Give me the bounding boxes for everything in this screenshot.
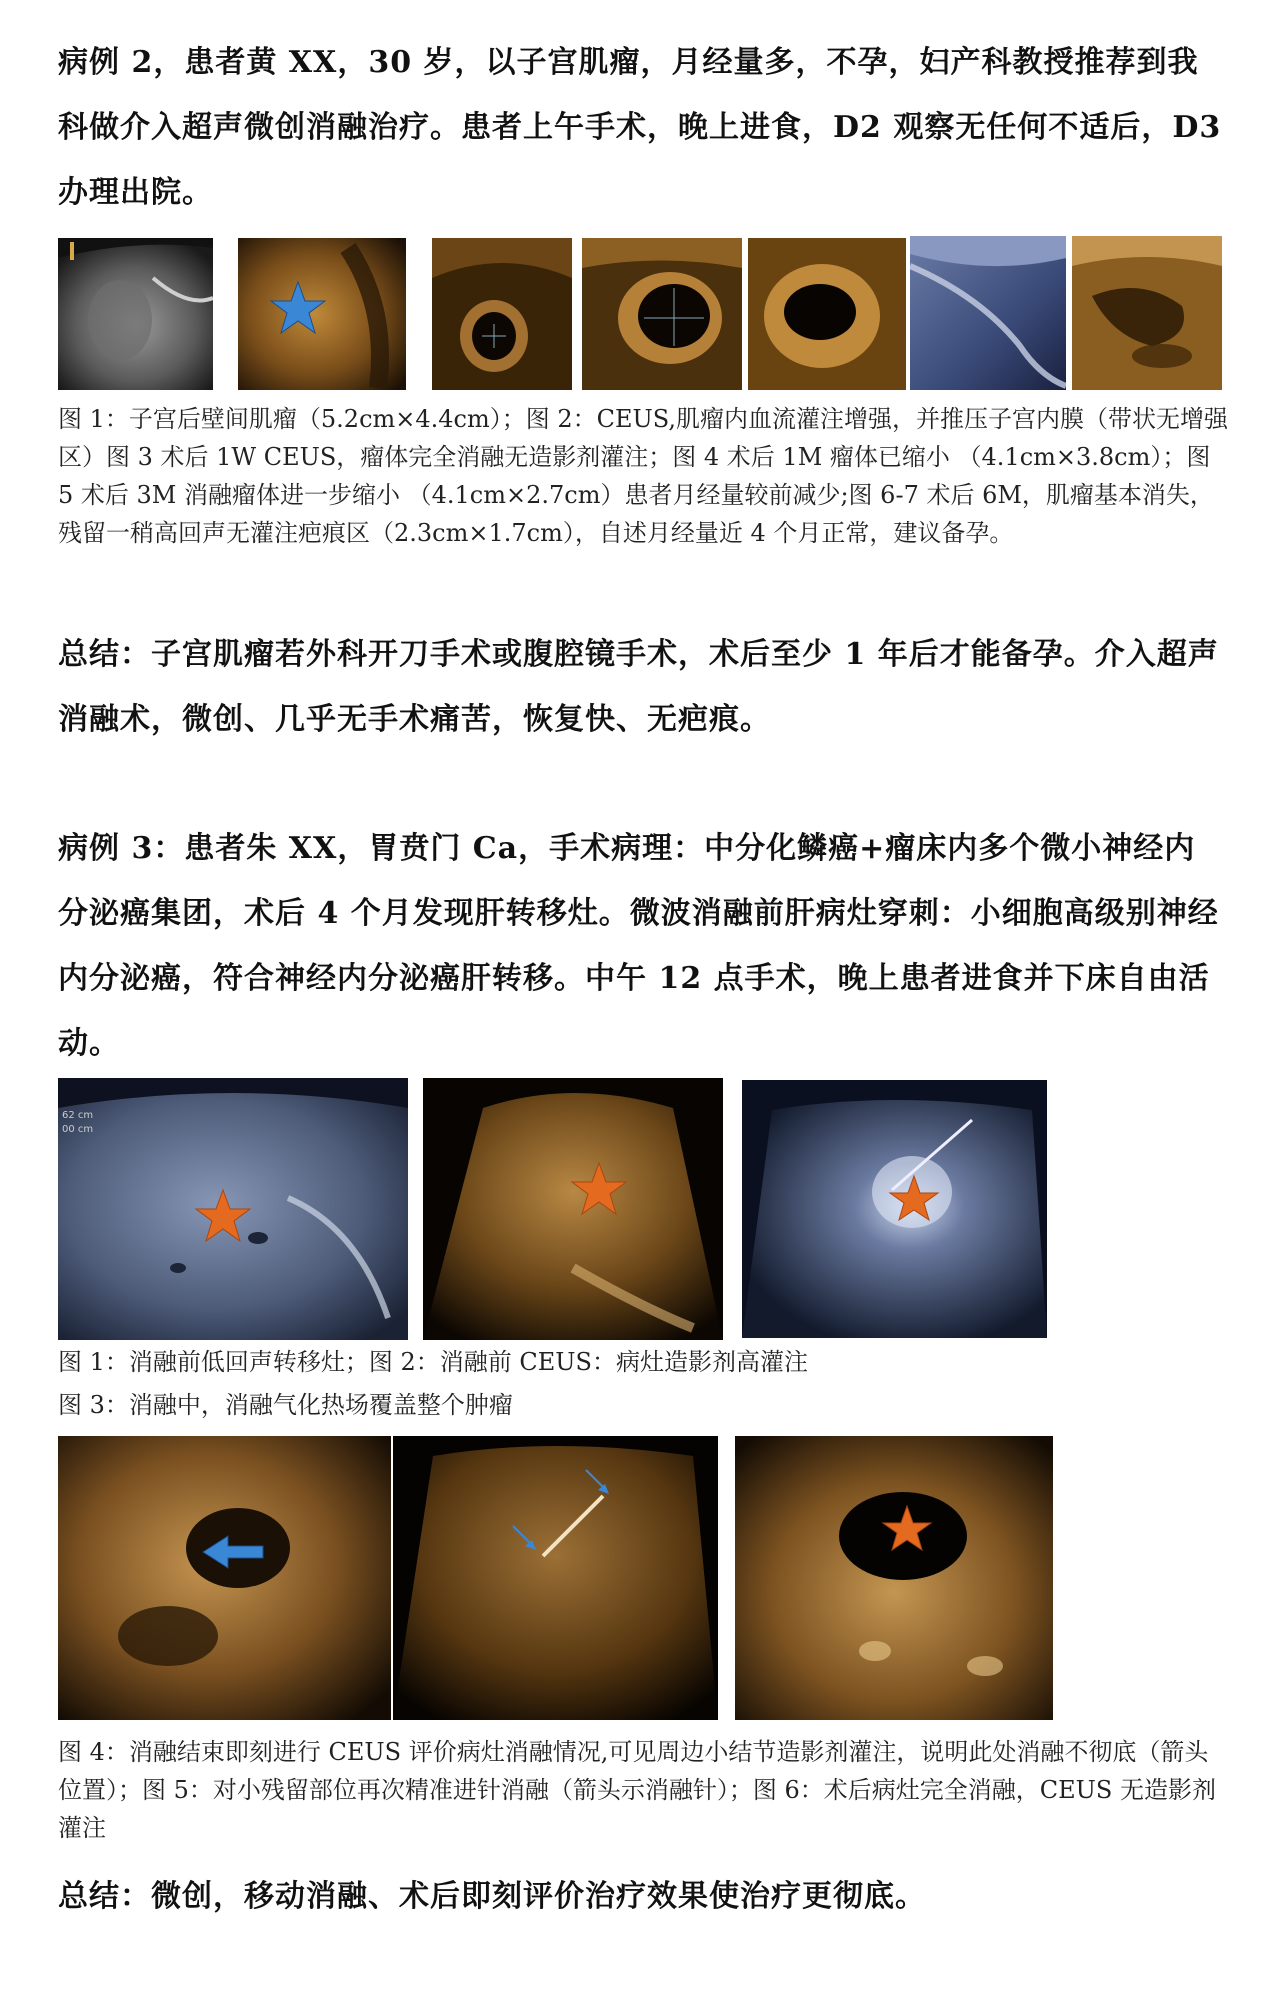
- figure-4-ceus: [58, 1436, 391, 1720]
- figure-7-ceus: [1072, 236, 1222, 390]
- svg-text:62 cm: 62 cm: [62, 1110, 94, 1121]
- figure-1-liver-ultrasound: [58, 1078, 408, 1340]
- case2-figure-caption: 图 1：子宫后壁间肌瘤（5.2cm×4.4cm）；图 2：CEUS,肌瘤内血流灌注增强，并推压子宫内膜（带状无增强区）图 3 术后 1W CEUS，瘤体完全消融无造影剂灌注；图 4 术后 1M 瘤体已缩小 （4.1cm×3.8cm）；图 5 术后 3M 消融瘤体进一步缩小 （4.1cm×2.7cm）患者月经量较前减少;图 6-7 术后 6M，肌瘤基本消失，残留一稍高回声无灌注疤痕区（2.3cm×1.7cm），自述月经量近 4 个月正常，建议备孕。: [58, 405, 1228, 547]
- case2-summary: 总结：子宫肌瘤若外科开刀手术或腹腔镜手术，术后至少 1 年后才能备孕。介入超声消融术，微创、几乎无手术痛苦，恢复快、无疤痕。: [58, 637, 1219, 737]
- figure-4-ceus: [582, 238, 742, 390]
- figure-1-ultrasound: [58, 238, 213, 390]
- case3-caption-3: 图 4：消融结束即刻进行 CEUS 评价病灶消融情况,可见周边小结节造影剂灌注，说明此处消融不彻底（箭头位置）；图 5：对小残留部位再次精准进针消融（箭头示消融针）；图 6：术后病灶完全消融，CEUS 无造影剂灌注: [58, 1738, 1216, 1842]
- figure-5-ceus: [748, 238, 906, 390]
- case3-caption-2: 图 3：消融中，消融气化热场覆盖整个肿瘤: [58, 1391, 513, 1419]
- case2-intro: 病例 2，患者黄 XX，30 岁，以子宫肌瘤，月经量多，不孕，妇产科教授推荐到我科做介入超声微创消融治疗。患者上午手术，晚上进食，D2 观察无任何不适后，D3 办理出院。: [58, 45, 1222, 210]
- case3-caption-1: 图 1：消融前低回声转移灶；图 2：消融前 CEUS：病灶造影剂高灌注: [58, 1348, 808, 1376]
- figure-6-ceus: [735, 1436, 1053, 1720]
- figure-2-ceus: [238, 238, 406, 390]
- svg-text:00 cm: 00 cm: [62, 1124, 94, 1135]
- figure-6-ultrasound: [910, 236, 1066, 390]
- case3-intro: 病例 3：患者朱 XX，胃贲门 Ca，手术病理：中分化鳞癌+瘤床内多个微小神经内分泌癌集团，术后 4 个月发现肝转移灶。微波消融前肝病灶穿刺：小细胞高级别神经内分泌癌，符合神经内分泌癌肝转移。中午 12 点手术，晚上患者进食并下床自由活动。: [58, 831, 1219, 1061]
- figure-5-ceus-needle: [393, 1436, 718, 1720]
- figure-3-ablation-ultrasound: [742, 1080, 1047, 1338]
- figure-3-ceus: [432, 238, 572, 390]
- figure-2-liver-ceus: [423, 1078, 723, 1340]
- case3-summary: 总结：微创，移动消融、术后即刻评价治疗效果使治疗更彻底。: [58, 1879, 926, 1914]
